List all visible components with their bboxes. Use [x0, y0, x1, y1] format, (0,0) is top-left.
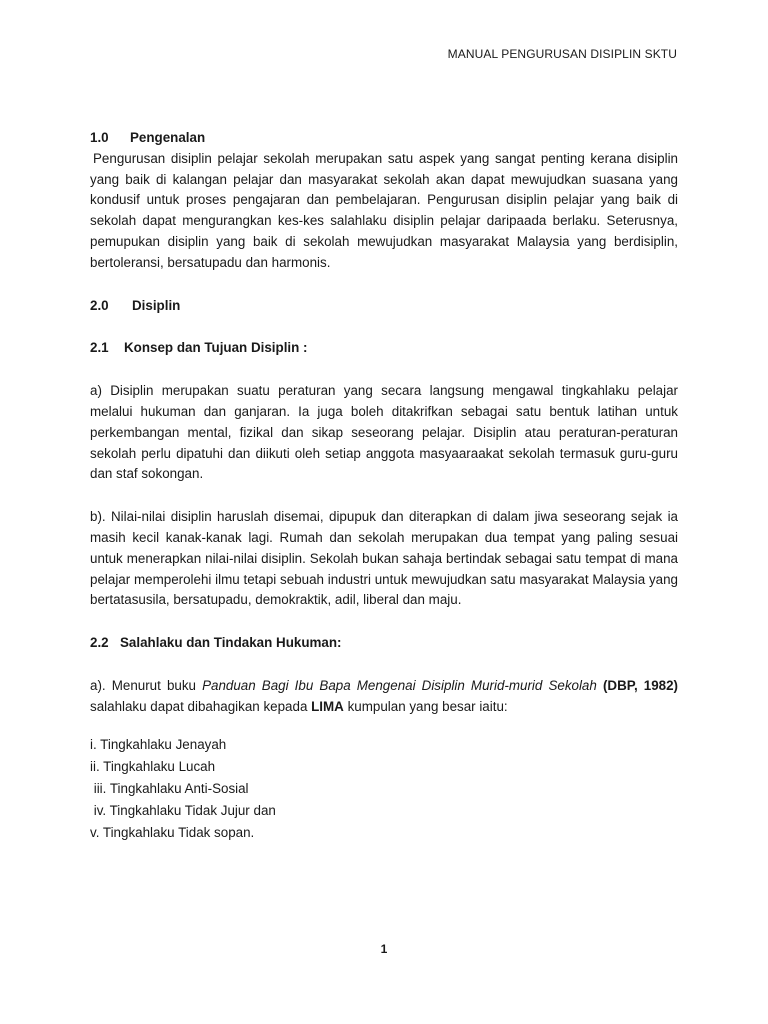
document-body [90, 128, 678, 844]
list-item: iii. Tingkahlaku Anti-Sosial [90, 780, 249, 796]
list-item: iv. Tingkahlaku Tidak Jujur dan [90, 802, 276, 818]
paragraph-konsep-b: b). Nilai-nilai disiplin haruslah disemai, dipupuk dan diterapkan di dalam jiwa seseorang sejak ia masih kecil kanak-kanak lagi. Rumah dan sekolah merupakan dua tempat yang paling sesuai untuk menerapkan nilai-nilai disiplin. Sekolah bukan sahaja bertindak sebagai satu tempat di mana pelajar memperolehi ilmu tetapi sebuah industri untuk mewujudkan satu masyarakat Malaysia yang bertatasusila, bersatupadu, demokraktik, adil, liberal dan maju. [90, 509, 678, 608]
text-mid: salahlaku dapat dibahagikan kepada [90, 698, 312, 714]
section-title: Disiplin [132, 297, 181, 313]
section-title: Pengenalan [130, 130, 206, 145]
misconduct-list [90, 734, 678, 844]
page-number: 1 [380, 942, 388, 956]
section-number: 2.0 [90, 297, 109, 313]
section-number: 2.1 [90, 340, 109, 356]
section-number: 2.2 [90, 635, 109, 651]
section-heading-konsep [90, 338, 678, 359]
section-number: 1.0 [90, 130, 109, 145]
section-title: Salahlaku dan Tindakan Hukuman: [120, 635, 342, 651]
list-item: ii. Tingkahlaku Lucah [90, 758, 216, 774]
book-reference: (DBP, 1982) [596, 677, 679, 693]
list-item: i. Tingkahlaku Jenayah [90, 736, 227, 752]
section-heading-disiplin [90, 296, 678, 317]
section-heading-salahlaku [90, 633, 678, 654]
list-item: v. Tingkahlaku Tidak sopan. [90, 824, 255, 840]
book-title: Panduan Bagi Ibu Bapa Mengenai Disiplin Murid-murid Sekolah [202, 677, 597, 693]
paragraph-konsep-a: a) Disiplin merupakan suatu peraturan yang secara langsung mengawal tingkahlaku pelajar melalui hukuman dan ganjaran. Ia juga boleh ditakrifkan sebagai satu bentuk latihan untuk perkembangan mental, fizikal dan sikap seseorang pelajar. Disiplin atau peraturan-peraturan sekolah perlu dipatuhi dan diikuti oleh setiap anggota masyaaraakat sekolah termasuk guru-guru dan staf sokongan. [90, 383, 678, 482]
text-prefix: a). Menurut buku [90, 677, 203, 693]
emphasis-lima: LIMA [311, 698, 344, 714]
section-heading-pengenalan [90, 128, 678, 149]
running-header: MANUAL PENGURUSAN DISIPLIN SKTU [447, 47, 677, 61]
text-suffix: kumpulan yang besar iaitu: [343, 698, 508, 714]
paragraph-pengenalan: Pengurusan disiplin pelajar sekolah merupakan satu aspek yang sangat penting kerana disiplin yang baik di kalangan pelajar dan masyarakat sekolah akan dapat mewujudkan suasana yang kondusif untuk proses pengajaran dan pembelajaran. Pengurusan disiplin pelajar yang baik di sekolah dapat mengurangkan kes-kes salahlaku disiplin pelajar daripaada berlaku. Seterusnya, pemupukan disiplin yang baik di sekolah mewujudkan masyarakat Malaysia yang berdisiplin, bertoleransi, bersatupadu dan harmonis. [90, 150, 678, 270]
section-title: Konsep dan Tujuan Disiplin : [124, 340, 308, 356]
paragraph-salahlaku-a [90, 676, 678, 718]
